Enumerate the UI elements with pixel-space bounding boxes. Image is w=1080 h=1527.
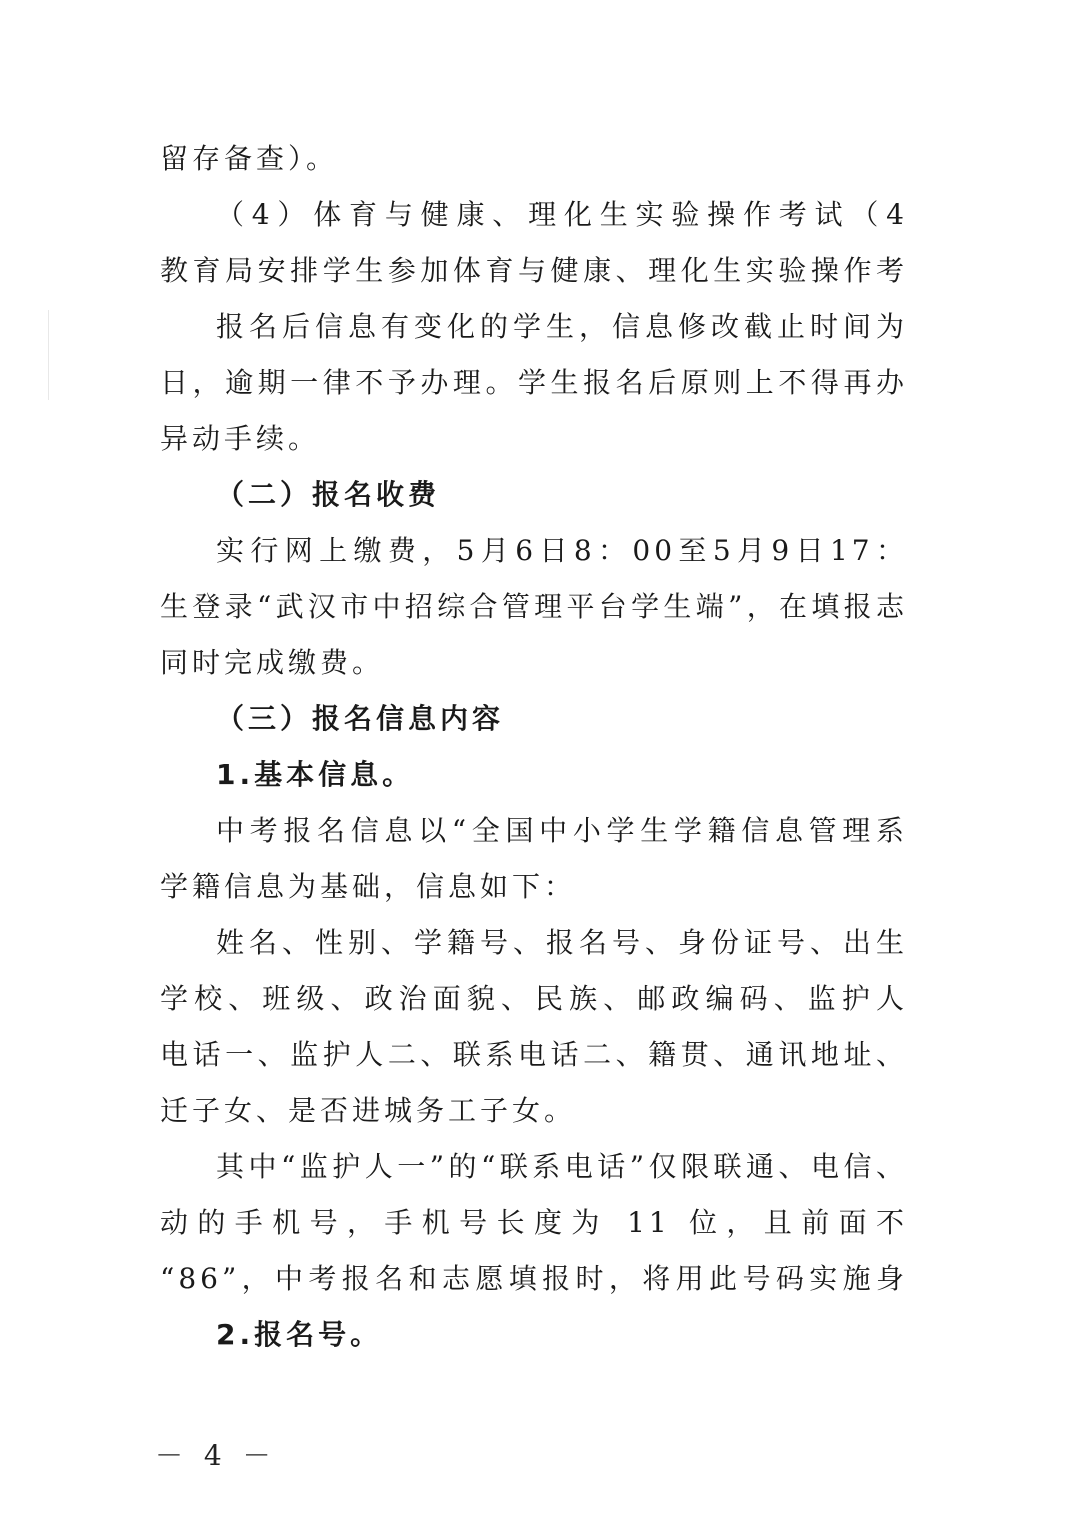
document-body <box>160 131 908 1363</box>
section-heading-fee: （二）报名收费 <box>216 478 441 511</box>
paragraph-line: 日，逾期一律不予办理。学生报名后原则上不得再办 <box>160 366 908 399</box>
page-number: － 4 － <box>155 1439 277 1472</box>
paragraph-line: 留存备查）。 <box>160 142 339 175</box>
paragraph-line: 姓名、性别、学籍号、报名号、身份证号、出生 <box>216 926 908 959</box>
paragraph-line: “86”，中考报名和志愿填报时，将用此号码实施身 <box>160 1262 908 1295</box>
paragraph-line: 教育局安排学生参加体育与健康、理化生实验操作考 <box>160 254 908 287</box>
paragraph-line: 同时完成缴费。 <box>160 646 385 679</box>
paragraph-line: 生登录“武汉市中招综合管理平台学生端”，在填报志 <box>160 590 908 623</box>
subsection-heading-basic-info: 1.基本信息。 <box>216 758 415 791</box>
paragraph-line: 其中“监护人一”的“联系电话”仅限联通、电信、 <box>216 1150 908 1183</box>
paragraph-line: 异动手续。 <box>160 422 321 455</box>
paragraph-line: 学校、班级、政治面貌、民族、邮政编码、监护人 <box>160 982 908 1015</box>
paragraph-line: 迁子女、是否进城务工子女。 <box>160 1094 577 1127</box>
subsection-heading-registration-number: 2.报名号。 <box>216 1318 383 1351</box>
paragraph-line: 电话一、监护人二、联系电话二、籍贯、通讯地址、 <box>160 1038 908 1071</box>
paragraph-line: 报名后信息有变化的学生，信息修改截止时间为 <box>216 310 908 343</box>
binding-mark <box>48 310 49 400</box>
paragraph-line: 学籍信息为基础，信息如下： <box>160 870 577 903</box>
paragraph-line: （4）体育与健康、理化生实验操作考试（4 <box>216 198 908 231</box>
section-heading-info: （三）报名信息内容 <box>216 702 505 735</box>
paragraph-line: 动的手机号，手机号长度为 11 位，且前面不 <box>160 1206 908 1239</box>
paragraph-line: 实行网上缴费，5月6日8：00至5月9日17： <box>216 534 908 567</box>
paragraph-line: 中考报名信息以“全国中小学生学籍信息管理系 <box>216 814 908 847</box>
